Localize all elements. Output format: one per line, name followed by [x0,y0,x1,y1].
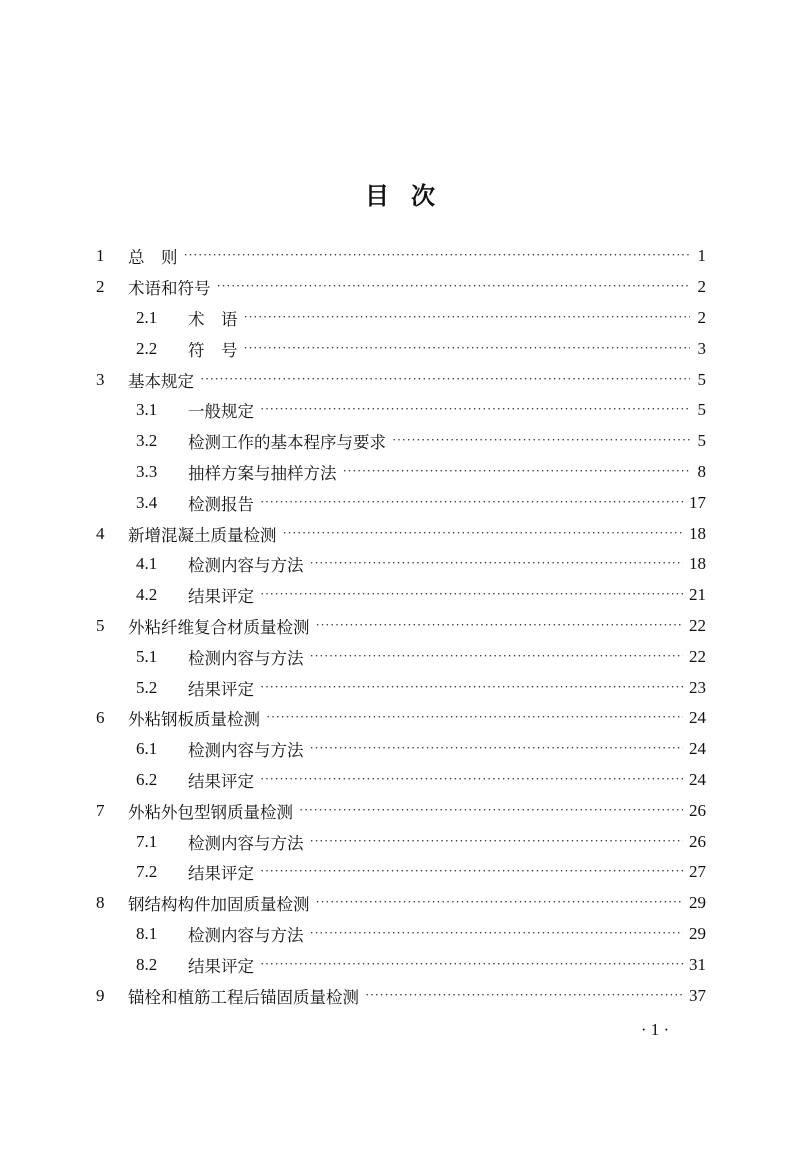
toc-entry-page: 31 [689,954,706,974]
toc-entry-number: 3.4 [136,492,158,512]
toc-section-entry[interactable] [96,857,706,888]
toc-section-entry[interactable] [96,580,706,611]
toc-entry-title: 检测内容与方法 [188,833,304,853]
toc-section-entry[interactable] [96,303,706,334]
dot-leader [266,709,683,725]
toc-entry-page: 2 [697,277,706,297]
dot-leader [244,309,691,325]
toc-entry-number: 6.1 [136,739,158,759]
dot-leader [316,894,684,910]
toc-section-entry[interactable] [96,487,706,518]
toc-entry-page: 8 [697,461,706,481]
toc-entry-number: 2.1 [136,307,158,327]
dot-leader [316,617,684,633]
toc-entry-title: 基本规定 [128,371,194,391]
toc-entry-page: 5 [697,369,706,389]
toc-entry-title: 检测内容与方法 [188,556,304,576]
toc-entry-number: 5.1 [136,646,158,666]
dot-leader [260,494,683,510]
dot-leader [299,802,683,818]
toc-entry-number: 4.2 [136,585,158,605]
toc-entry-page: 23 [689,677,706,697]
toc-entry-title: 术语和符号 [128,279,211,299]
toc-section-entry[interactable] [96,734,706,765]
toc-entry-title: 符 号 [188,340,238,360]
toc-entry-page: 27 [689,862,706,882]
toc-entry-page: 2 [697,307,706,327]
toc-entry-title: 抽样方案与抽样方法 [188,463,337,483]
toc-entry-number: 7.2 [136,862,158,882]
toc-entry-page: 22 [689,615,706,635]
toc-entry-title: 钢结构构件加固质量检测 [128,895,310,915]
toc-entry-title: 结果评定 [188,956,254,976]
dot-leader [392,432,690,448]
toc-entry-title: 外粘纤维复合材质量检测 [128,617,310,637]
toc-entry-title: 检测内容与方法 [188,925,304,945]
toc-entry-number: 3 [96,369,105,389]
toc-entry-page: 22 [689,646,706,666]
dot-leader [310,648,684,664]
toc-entry-page: 1 [697,246,706,266]
title-char-2: 次 [411,182,435,210]
toc-entry-number: 3.3 [136,461,158,481]
dot-leader [244,340,691,356]
toc-entry-page: 29 [689,893,706,913]
toc-entry-number: 7 [96,800,105,820]
dot-leader [283,525,684,541]
toc-section-entry[interactable] [96,949,706,980]
toc-entry-page: 24 [689,739,706,759]
dot-leader [365,987,683,1003]
toc-entry-page: 5 [697,431,706,451]
toc-entry-title: 结果评定 [188,771,254,791]
toc-entry-title: 结果评定 [188,587,254,607]
toc-entry-number: 5.2 [136,677,158,697]
toc-entry-title: 结果评定 [188,864,254,884]
toc-section-entry[interactable] [96,826,706,857]
table-of-contents [96,241,706,1011]
toc-chapter-entry[interactable] [96,795,706,826]
toc-section-entry[interactable] [96,333,706,364]
toc-section-entry[interactable] [96,426,706,457]
toc-section-entry[interactable] [96,395,706,426]
page-title [0,176,800,211]
dot-leader [200,371,690,387]
toc-entry-page: 37 [689,985,706,1005]
toc-entry-page: 3 [697,338,706,358]
dot-leader [310,740,684,756]
toc-entry-page: 21 [689,585,706,605]
toc-section-entry[interactable] [96,672,706,703]
toc-chapter-entry[interactable] [96,980,706,1011]
toc-entry-title: 检测报告 [188,494,254,514]
toc-entry-number: 4 [96,523,105,543]
toc-entry-number: 6.2 [136,769,158,789]
dot-leader [184,247,691,263]
title-char-1: 目 [365,182,389,210]
toc-section-entry[interactable] [96,919,706,950]
toc-entry-number: 7.1 [136,831,158,851]
dot-leader [217,278,691,294]
toc-entry-number: 8.2 [136,954,158,974]
dot-leader [310,925,684,941]
toc-chapter-entry[interactable] [96,272,706,303]
toc-entry-title: 新增混凝土质量检测 [128,525,277,545]
dot-leader [260,771,683,787]
toc-entry-number: 2 [96,277,105,297]
toc-entry-title: 外粘钢板质量检测 [128,710,260,730]
toc-entry-page: 26 [689,800,706,820]
dot-leader [260,863,683,879]
toc-entry-number: 8.1 [136,923,158,943]
toc-entry-page: 29 [689,923,706,943]
toc-entry-number: 3.2 [136,431,158,451]
dot-leader [260,679,683,695]
toc-entry-number: 6 [96,708,105,728]
dot-leader [260,956,683,972]
toc-entry-page: 17 [689,492,706,512]
toc-entry-title: 一般规定 [188,402,254,422]
dot-leader [260,401,690,417]
toc-entry-title: 锚栓和植筋工程后锚固质量检测 [128,987,359,1007]
toc-chapter-entry[interactable] [96,241,706,272]
toc-section-entry[interactable] [96,641,706,672]
toc-entry-number: 3.1 [136,400,158,420]
toc-entry-page: 18 [689,523,706,543]
toc-entry-number: 2.2 [136,338,158,358]
toc-chapter-entry[interactable] [96,364,706,395]
toc-entry-number: 5 [96,615,105,635]
toc-chapter-entry[interactable] [96,518,706,549]
toc-entry-page: 5 [697,400,706,420]
dot-leader [343,463,691,479]
toc-entry-title: 术 语 [188,309,238,329]
toc-entry-number: 4.1 [136,554,158,574]
toc-entry-title: 外粘外包型钢质量检测 [128,802,293,822]
toc-entry-title: 检测内容与方法 [188,741,304,761]
toc-entry-number: 1 [96,246,105,266]
toc-entry-number: 8 [96,893,105,913]
toc-section-entry[interactable] [96,765,706,796]
dot-leader [260,586,683,602]
toc-entry-page: 24 [689,708,706,728]
toc-chapter-entry[interactable] [96,703,706,734]
toc-entry-page: 26 [689,831,706,851]
toc-section-entry[interactable] [96,549,706,580]
toc-chapter-entry[interactable] [96,888,706,919]
toc-chapter-entry[interactable] [96,611,706,642]
toc-entry-title: 结果评定 [188,679,254,699]
toc-entry-page: 18 [689,554,706,574]
toc-entry-title: 检测内容与方法 [188,648,304,668]
toc-entry-number: 9 [96,985,105,1005]
page-number: · 1 · [640,1020,670,1039]
dot-leader [310,833,684,849]
toc-entry-title: 总 则 [128,248,178,268]
toc-section-entry[interactable] [96,457,706,488]
toc-entry-page: 24 [689,769,706,789]
dot-leader [310,555,684,571]
toc-entry-title: 检测工作的基本程序与要求 [188,433,386,453]
